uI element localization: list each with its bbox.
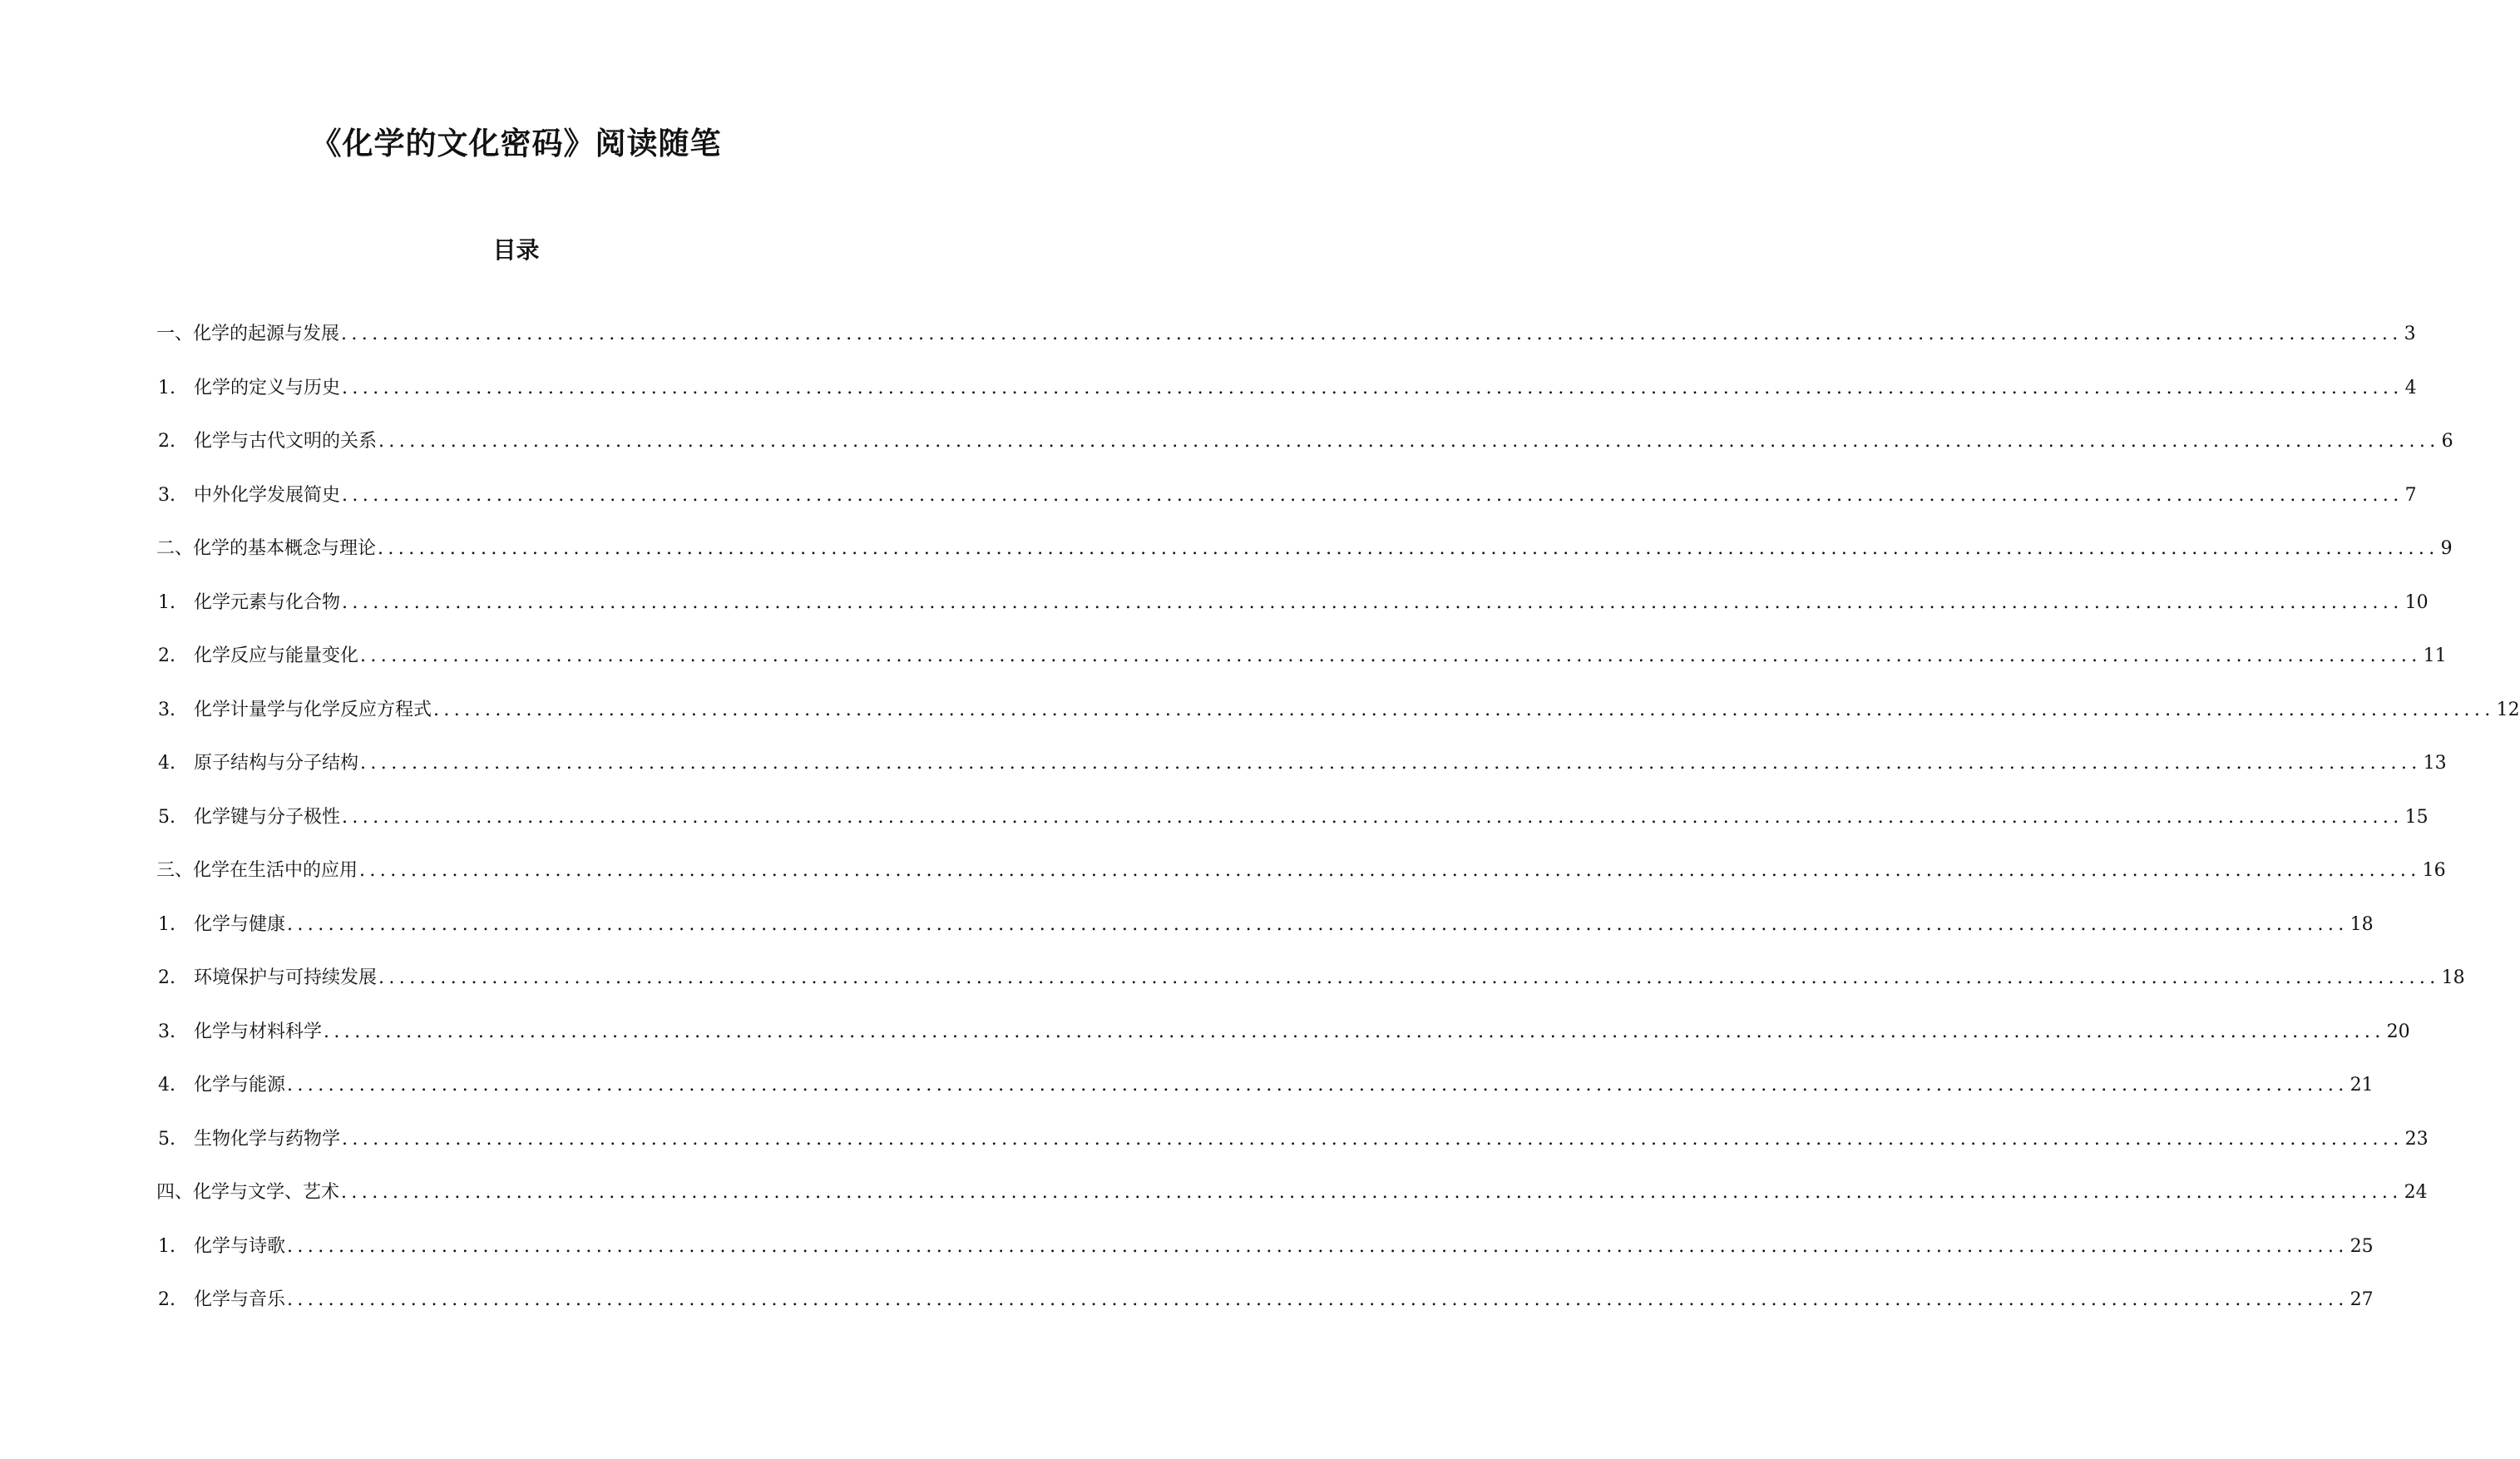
document-title: 《化学的文化密码》阅读随笔 <box>310 126 722 161</box>
toc-subsection-entry[interactable] <box>158 804 2429 832</box>
toc-entry-label: 化学元素与化合物 <box>194 592 341 613</box>
toc-entry-label: 化学计量学与化学反应方程式 <box>194 700 432 720</box>
toc-dot-leader: ........................................................................................................................................................................................................ <box>342 1129 2404 1150</box>
toc-entry-page-number: 4 <box>2404 378 2417 398</box>
toc-entry-label: 化学与材料科学 <box>194 1021 323 1042</box>
toc-entry-label: 化学反应与能量变化 <box>194 645 359 666</box>
toc-subsection-entry[interactable] <box>158 911 2374 939</box>
toc-entry-page-number: 16 <box>2422 860 2446 881</box>
toc-entry-page-number: 27 <box>2350 1289 2374 1310</box>
toc-subsection-entry[interactable] <box>158 1233 2374 1261</box>
toc-entry-number: 5. <box>158 807 175 828</box>
toc-dot-leader: ........................................................................................................................................................................................................ <box>378 538 2439 559</box>
toc-entry-label: 化学与诗歌 <box>194 1236 286 1257</box>
toc-entry-page-number: 11 <box>2423 645 2447 666</box>
toc-entry-number: 2. <box>158 1289 175 1310</box>
toc-subsection-entry[interactable] <box>158 749 2447 778</box>
toc-entry-number: 1. <box>158 914 175 935</box>
toc-entry-page-number: 23 <box>2404 1129 2429 1150</box>
toc-entry-number: 4. <box>158 753 175 774</box>
toc-entry-page-number: 15 <box>2404 807 2429 828</box>
toc-entry-label: 生物化学与药物学 <box>194 1129 341 1150</box>
toc-entry-label: 化学与健康 <box>194 914 286 935</box>
toc-entry-page-number: 6 <box>2441 431 2453 452</box>
toc-subsection-entry[interactable] <box>158 1286 2374 1314</box>
toc-dot-leader: ........................................................................................................................................................................................................ <box>360 753 2422 774</box>
toc-entry-label: 一、化学的起源与发展 <box>156 324 340 344</box>
toc-dot-leader: ........................................................................................................................................................................................................ <box>378 967 2440 988</box>
toc-entry-page-number: 13 <box>2423 753 2447 774</box>
toc-entry-page-number: 7 <box>2404 485 2417 506</box>
toc-dot-leader: ........................................................................................................................................................................................................ <box>342 592 2404 613</box>
toc-entry-label: 化学与能源 <box>194 1075 286 1095</box>
toc-entry-number: 3. <box>158 1021 175 1042</box>
toc-entry-number: 2. <box>158 645 175 666</box>
toc-subsection-entry[interactable] <box>158 1071 2374 1100</box>
toc-entry-page-number: 20 <box>2386 1021 2410 1042</box>
toc-entry-label: 化学与音乐 <box>194 1289 286 1310</box>
toc-subsection-entry[interactable] <box>158 1125 2429 1154</box>
toc-entry-label: 中外化学发展简史 <box>194 485 341 506</box>
toc-entry-number: 1. <box>158 592 175 613</box>
toc-dot-leader: ........................................................................................................................................................................................................ <box>360 645 2422 666</box>
toc-entry-number: 3. <box>158 485 175 506</box>
toc-subsection-entry[interactable] <box>158 428 2453 456</box>
toc-entry-label: 化学键与分子极性 <box>194 807 341 828</box>
toc-dot-leader: ........................................................................................................................................................................................................ <box>359 860 2421 881</box>
toc-entry-page-number: 12 <box>2496 700 2520 720</box>
toc-entry-page-number: 25 <box>2350 1236 2374 1257</box>
toc-dot-leader: ........................................................................................................................................................................................................ <box>341 1182 2403 1203</box>
toc-entry-page-number: 9 <box>2440 538 2453 559</box>
toc-dot-leader: ........................................................................................................................................................................................................ <box>341 324 2403 344</box>
toc-entry-number: 5. <box>158 1129 175 1150</box>
toc-dot-leader: ........................................................................................................................................................................................................ <box>287 1236 2349 1257</box>
toc-entry-page-number: 18 <box>2441 967 2465 988</box>
toc-section-entry[interactable] <box>156 857 2446 885</box>
toc-dot-leader: ........................................................................................................................................................................................................ <box>378 431 2440 452</box>
toc-section-entry[interactable] <box>156 535 2453 563</box>
toc-dot-leader: ........................................................................................................................................................................................................ <box>287 914 2349 935</box>
toc-dot-leader: ........................................................................................................................................................................................................ <box>287 1075 2349 1095</box>
toc-subsection-entry[interactable] <box>158 642 2447 670</box>
toc-entry-page-number: 10 <box>2404 592 2429 613</box>
toc-entry-number: 3. <box>158 700 175 720</box>
toc-subsection-entry[interactable] <box>158 589 2429 617</box>
toc-dot-leader: ........................................................................................................................................................................................................ <box>342 378 2404 398</box>
toc-dot-leader: ........................................................................................................................................................................................................ <box>433 700 2495 720</box>
toc-dot-leader: ........................................................................................................................................................................................................ <box>324 1021 2385 1042</box>
toc-dot-leader: ........................................................................................................................................................................................................ <box>342 485 2404 506</box>
toc-subsection-entry[interactable] <box>158 482 2417 510</box>
toc-entry-page-number: 18 <box>2350 914 2374 935</box>
toc-subsection-entry[interactable] <box>158 1018 2410 1046</box>
toc-subsection-entry[interactable] <box>158 964 2465 992</box>
toc-entry-number: 4. <box>158 1075 175 1095</box>
toc-entry-number: 2. <box>158 967 175 988</box>
toc-entry-page-number: 24 <box>2404 1182 2428 1203</box>
toc-section-entry[interactable] <box>156 1179 2428 1207</box>
toc-entry-label: 化学的定义与历史 <box>194 378 341 398</box>
toc-entry-number: 2. <box>158 431 175 452</box>
toc-entry-label: 三、化学在生活中的应用 <box>156 860 358 881</box>
toc-entry-label: 化学与古代文明的关系 <box>194 431 378 452</box>
toc-entry-label: 四、化学与文学、艺术 <box>156 1182 340 1203</box>
toc-entry-page-number: 21 <box>2350 1075 2374 1095</box>
toc-subsection-entry[interactable] <box>158 374 2417 403</box>
toc-entry-label: 环境保护与可持续发展 <box>194 967 378 988</box>
toc-dot-leader: ........................................................................................................................................................................................................ <box>342 807 2404 828</box>
toc-section-entry[interactable] <box>156 320 2416 349</box>
toc-entry-page-number: 3 <box>2404 324 2416 344</box>
toc-dot-leader: ........................................................................................................................................................................................................ <box>287 1289 2349 1310</box>
toc-entry-number: 1. <box>158 378 175 398</box>
toc-entry-label: 二、化学的基本概念与理论 <box>156 538 377 559</box>
toc-entry-label: 原子结构与分子结构 <box>194 753 359 774</box>
toc-heading: 目录 <box>492 236 540 264</box>
toc-entry-number: 1. <box>158 1236 175 1257</box>
toc-subsection-entry[interactable] <box>158 696 2520 725</box>
